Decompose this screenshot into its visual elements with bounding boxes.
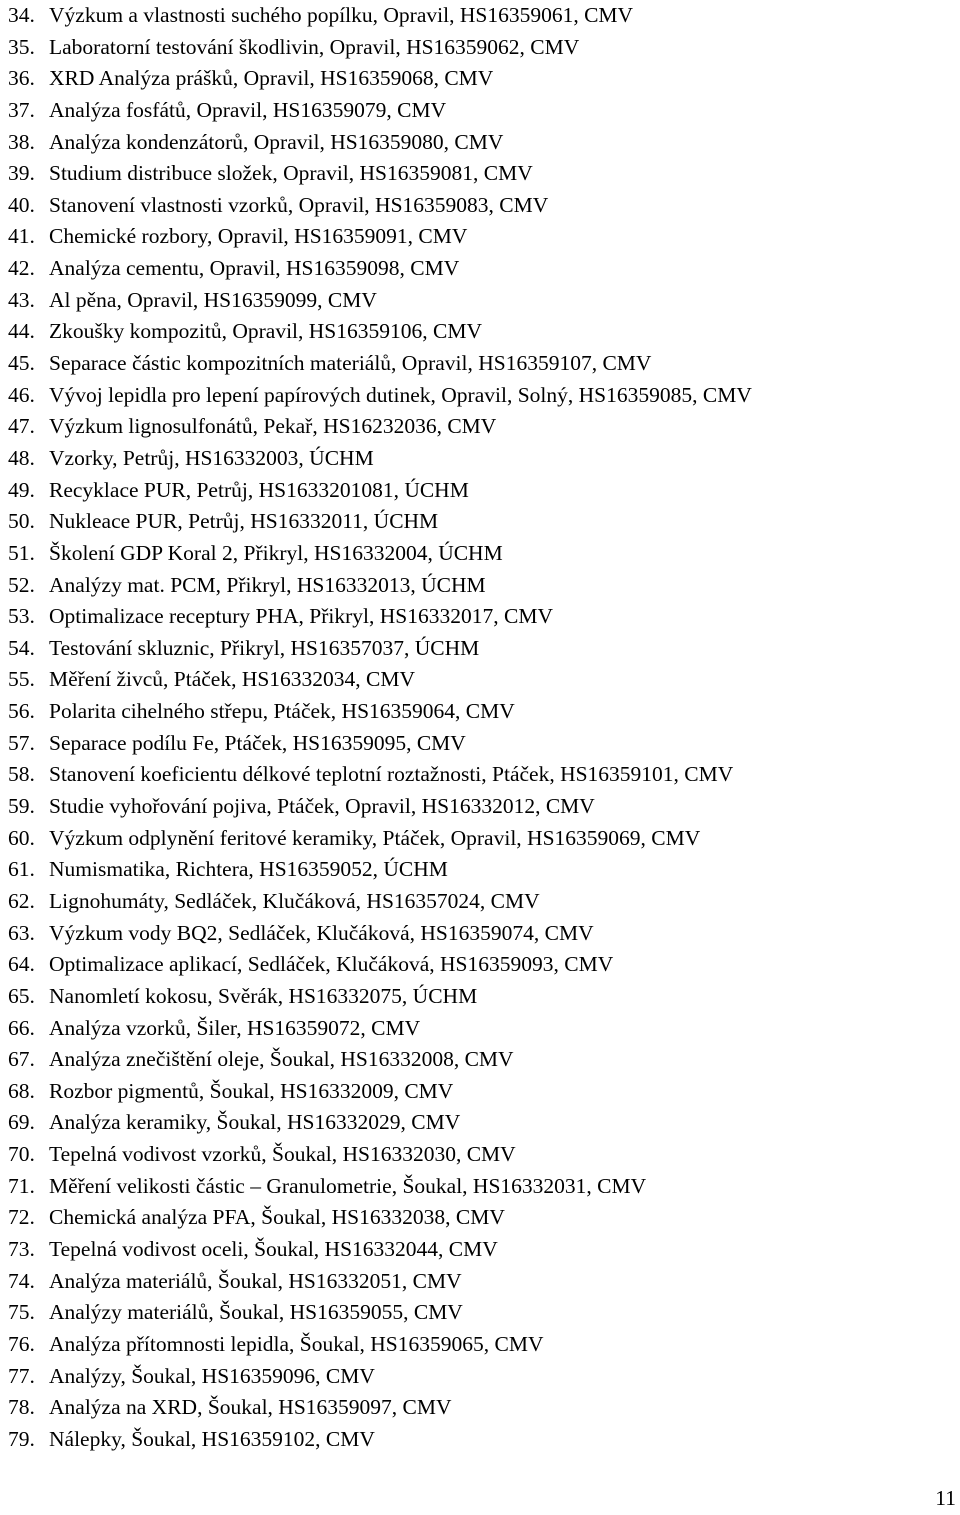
list-item <box>8 348 752 380</box>
list-item <box>8 1107 752 1139</box>
list-item <box>8 949 752 981</box>
list-item <box>8 981 752 1013</box>
list-item-text: Laboratorní testování škodlivin, Opravil, HS16359062, CMV <box>49 34 580 59</box>
list-item-number: 51. <box>8 540 35 565</box>
list-item-text: Rozbor pigmentů, Šoukal, HS16332009, CMV <box>49 1078 454 1103</box>
list-item-text: Tepelná vodivost vzorků, Šoukal, HS16332030, CMV <box>49 1142 516 1167</box>
list-item <box>8 63 752 95</box>
list-item-text: Analýzy, Šoukal, HS16359096, CMV <box>49 1363 375 1388</box>
list-item-number: 63. <box>8 920 35 945</box>
list-item-text: Analýza na XRD, Šoukal, HS16359097, CMV <box>49 1395 452 1420</box>
list-item-text: Analýza kondenzátorů, Opravil, HS16359080, CMV <box>49 129 504 154</box>
project-list <box>8 0 752 1455</box>
list-item <box>8 1076 752 1108</box>
list-item-text: Separace částic kompozitních materiálů, Opravil, HS16359107, CMV <box>49 351 652 376</box>
list-item-text: Optimalizace receptury PHA, Přikryl, HS16332017, CMV <box>49 604 553 629</box>
list-item-text: Analýza znečištění oleje, Šoukal, HS16332008, CMV <box>49 1047 514 1072</box>
list-item <box>8 601 752 633</box>
list-item-text: Stanovení koeficientu délkové teplotní roztažnosti, Ptáček, HS16359101, CMV <box>49 762 734 787</box>
list-item-text: Recyklace PUR, Petrůj, HS1633201081, ÚCHM <box>49 477 469 502</box>
list-item-number: 60. <box>8 825 35 850</box>
list-item <box>8 316 752 348</box>
list-item <box>8 475 752 507</box>
list-item-number: 76. <box>8 1331 35 1356</box>
list-item-text: Vývoj lepidla pro lepení papírových dutinek, Opravil, Solný, HS16359085, CMV <box>49 382 752 407</box>
list-item <box>8 1424 752 1456</box>
list-item-number: 79. <box>8 1426 35 1451</box>
list-item-text: Nukleace PUR, Petrůj, HS16332011, ÚCHM <box>49 509 439 534</box>
list-item-number: 57. <box>8 730 35 755</box>
list-item-text: Testování skluznic, Přikryl, HS16357037, ÚCHM <box>49 635 480 660</box>
list-item-number: 47. <box>8 414 35 439</box>
list-item <box>8 1392 752 1424</box>
list-item <box>8 127 752 159</box>
list-item <box>8 1297 752 1329</box>
list-item-number: 77. <box>8 1363 35 1388</box>
list-item-number: 36. <box>8 66 35 91</box>
list-item-number: 50. <box>8 509 35 534</box>
list-item-number: 48. <box>8 445 35 470</box>
list-item <box>8 443 752 475</box>
list-item-number: 67. <box>8 1047 35 1072</box>
list-item-number: 73. <box>8 1236 35 1261</box>
list-item <box>8 538 752 570</box>
list-item-number: 65. <box>8 983 35 1008</box>
list-item <box>8 759 752 791</box>
list-item <box>8 411 752 443</box>
list-item-text: Analýza materiálů, Šoukal, HS16332051, CMV <box>49 1268 462 1293</box>
list-item-text: Chemické rozbory, Opravil, HS16359091, CMV <box>49 224 468 249</box>
list-item <box>8 696 752 728</box>
list-item-number: 43. <box>8 287 35 312</box>
list-item-text: Analýza vzorků, Šiler, HS16359072, CMV <box>49 1015 421 1040</box>
list-item-number: 62. <box>8 888 35 913</box>
list-item-text: Chemická analýza PFA, Šoukal, HS16332038, CMV <box>49 1205 505 1230</box>
list-item-number: 75. <box>8 1300 35 1325</box>
list-item <box>8 158 752 190</box>
list-item-text: Zkoušky kompozitů, Opravil, HS16359106, CMV <box>49 319 482 344</box>
list-item <box>8 633 752 665</box>
list-item-number: 41. <box>8 224 35 249</box>
list-item-text: Al pěna, Opravil, HS16359099, CMV <box>49 287 377 312</box>
list-item-text: Numismatika, Richtera, HS16359052, ÚCHM <box>49 857 448 882</box>
list-item-number: 55. <box>8 667 35 692</box>
list-item-number: 35. <box>8 34 35 59</box>
list-item <box>8 791 752 823</box>
list-item-number: 74. <box>8 1268 35 1293</box>
list-item <box>8 380 752 412</box>
list-item <box>8 253 752 285</box>
list-item <box>8 728 752 760</box>
list-item-number: 46. <box>8 382 35 407</box>
list-item-text: Polarita cihelného střepu, Ptáček, HS16359064, CMV <box>49 699 515 724</box>
page-number: 11 <box>935 1486 956 1510</box>
list-item-text: Studie vyhořování pojiva, Ptáček, Opravil, HS16332012, CMV <box>49 794 595 819</box>
list-item-number: 68. <box>8 1078 35 1103</box>
list-item-number: 71. <box>8 1173 35 1198</box>
list-item-number: 70. <box>8 1142 35 1167</box>
list-item-number: 49. <box>8 477 35 502</box>
list-item <box>8 32 752 64</box>
list-item-number: 56. <box>8 699 35 724</box>
list-item-text: Optimalizace aplikací, Sedláček, Klučáková, HS16359093, CMV <box>49 952 614 977</box>
list-item <box>8 854 752 886</box>
list-item <box>8 1266 752 1298</box>
list-item-number: 42. <box>8 256 35 281</box>
list-item <box>8 664 752 696</box>
list-item-number: 54. <box>8 635 35 660</box>
list-item-number: 72. <box>8 1205 35 1230</box>
list-item-text: Měření velikosti částic – Granulometrie, Šoukal, HS16332031, CMV <box>49 1173 647 1198</box>
list-item-text: Analýzy materiálů, Šoukal, HS16359055, CMV <box>49 1300 463 1325</box>
list-item-text: Analýza přítomnosti lepidla, Šoukal, HS16359065, CMV <box>49 1331 544 1356</box>
list-item-number: 40. <box>8 192 35 217</box>
list-item <box>8 1013 752 1045</box>
list-item-number: 52. <box>8 572 35 597</box>
list-item-text: Analýza cementu, Opravil, HS16359098, CMV <box>49 256 460 281</box>
list-item <box>8 1361 752 1393</box>
list-item-number: 66. <box>8 1015 35 1040</box>
list-item-number: 69. <box>8 1110 35 1135</box>
list-item <box>8 190 752 222</box>
list-item-number: 39. <box>8 161 35 186</box>
list-item-text: Separace podílu Fe, Ptáček, HS16359095, CMV <box>49 730 466 755</box>
list-item <box>8 823 752 855</box>
list-item-text: Školení GDP Koral 2, Přikryl, HS16332004, ÚCHM <box>49 540 503 565</box>
list-item-text: Nálepky, Šoukal, HS16359102, CMV <box>49 1426 375 1451</box>
list-item-number: 34. <box>8 3 35 27</box>
list-item-number: 61. <box>8 857 35 882</box>
list-item-number: 44. <box>8 319 35 344</box>
list-item-number: 59. <box>8 794 35 819</box>
list-item-text: Lignohumáty, Sedláček, Klučáková, HS16357024, CMV <box>49 888 540 913</box>
list-item-text: Analýza fosfátů, Opravil, HS16359079, CMV <box>49 97 447 122</box>
list-item <box>8 285 752 317</box>
list-item <box>8 1202 752 1234</box>
list-item-text: Měření živců, Ptáček, HS16332034, CMV <box>49 667 416 692</box>
list-item-text: Vzorky, Petrůj, HS16332003, ÚCHM <box>49 445 374 470</box>
list-item <box>8 0 752 32</box>
list-item <box>8 1234 752 1266</box>
list-item <box>8 221 752 253</box>
list-item-number: 53. <box>8 604 35 629</box>
list-item-number: 45. <box>8 351 35 376</box>
list-item <box>8 570 752 602</box>
list-item-text: Nanomletí kokosu, Svěrák, HS16332075, ÚCHM <box>49 983 478 1008</box>
list-item <box>8 918 752 950</box>
list-item-number: 58. <box>8 762 35 787</box>
list-item-text: Tepelná vodivost oceli, Šoukal, HS16332044, CMV <box>49 1236 498 1261</box>
list-item <box>8 1171 752 1203</box>
list-item-text: Výzkum lignosulfonátů, Pekař, HS16232036, CMV <box>49 414 497 439</box>
list-item <box>8 506 752 538</box>
list-item-text: XRD Analýza prášků, Opravil, HS16359068, CMV <box>49 66 494 91</box>
list-item-number: 78. <box>8 1395 35 1420</box>
list-item <box>8 1329 752 1361</box>
list-item-number: 64. <box>8 952 35 977</box>
list-item-text: Stanovení vlastnosti vzorků, Opravil, HS16359083, CMV <box>49 192 549 217</box>
list-item-number: 38. <box>8 129 35 154</box>
list-item-text: Analýzy mat. PCM, Přikryl, HS16332013, ÚCHM <box>49 572 486 597</box>
list-item <box>8 886 752 918</box>
list-item-text: Analýza keramiky, Šoukal, HS16332029, CMV <box>49 1110 461 1135</box>
list-item <box>8 1139 752 1171</box>
list-item-text: Výzkum a vlastnosti suchého popílku, Opravil, HS16359061, CMV <box>49 3 634 27</box>
list-item <box>8 95 752 127</box>
list-item-text: Studium distribuce složek, Opravil, HS16359081, CMV <box>49 161 533 186</box>
list-item-number: 37. <box>8 97 35 122</box>
list-item-text: Výzkum vody BQ2, Sedláček, Klučáková, HS16359074, CMV <box>49 920 594 945</box>
list-item-text: Výzkum odplynění feritové keramiky, Ptáček, Opravil, HS16359069, CMV <box>49 825 701 850</box>
list-item <box>8 1044 752 1076</box>
